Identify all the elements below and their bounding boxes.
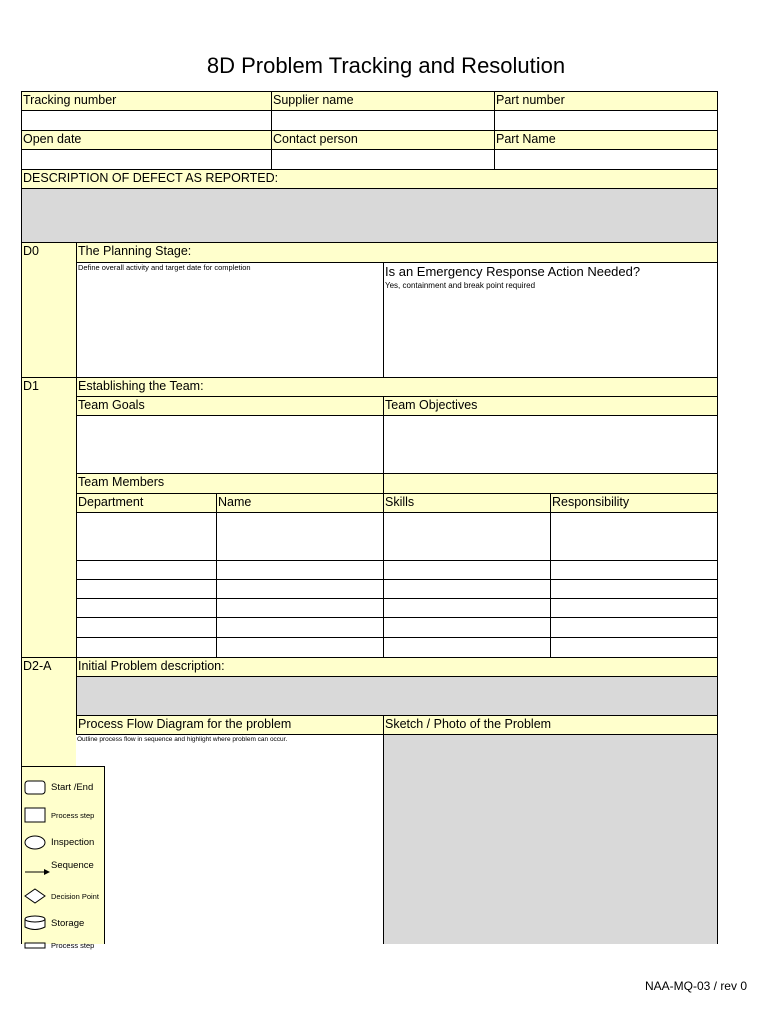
diamond-icon (24, 888, 46, 904)
rectangle-icon (24, 807, 46, 823)
team-member-cell[interactable] (550, 512, 718, 561)
bar-icon (24, 942, 46, 950)
team-objectives-label: Team Objectives (383, 396, 718, 416)
legend-label: Storage (51, 917, 85, 929)
team-member-cell[interactable] (383, 637, 551, 658)
team-goals-label: Team Goals (76, 396, 384, 416)
team-member-cell[interactable] (383, 598, 551, 618)
team-member-cell[interactable] (76, 579, 217, 599)
d1-code: D1 (21, 377, 77, 658)
team-member-cell[interactable] (383, 617, 551, 638)
team-member-cell[interactable] (383, 512, 551, 561)
d0-emergency-question: Is an Emergency Response Action Needed? (385, 264, 641, 279)
document-id: NAA-MQ-03 / rev 0 (644, 979, 747, 993)
team-members-spacer (383, 473, 718, 494)
team-member-cell[interactable] (383, 560, 551, 580)
tracking-number-label: Tracking number (21, 91, 272, 111)
d0-emergency-field[interactable] (383, 262, 718, 378)
team-member-cell[interactable] (383, 579, 551, 599)
team-member-cell[interactable] (76, 617, 217, 638)
legend-item (24, 780, 93, 795)
team-member-cell[interactable] (550, 617, 718, 638)
d2a-title: Initial Problem description: (76, 657, 718, 677)
supplier-name-field[interactable] (271, 110, 495, 131)
legend-label: Sequence (51, 859, 94, 871)
legend-label: Inspection (51, 837, 95, 848)
team-member-cell[interactable] (216, 617, 384, 638)
part-name-label: Part Name (494, 130, 718, 150)
team-member-cell[interactable] (76, 598, 217, 618)
team-member-cell[interactable] (216, 560, 384, 580)
legend-item (24, 807, 94, 823)
open-date-field[interactable] (21, 149, 272, 170)
rounded-rectangle-icon (24, 780, 46, 795)
contact-person-label: Contact person (271, 130, 495, 150)
legend-item (24, 860, 94, 876)
defect-description-field[interactable] (21, 188, 718, 243)
initial-problem-field[interactable] (76, 676, 718, 716)
legend-label: Start /End (51, 782, 94, 793)
d0-planning-hint: Define overall activity and target date for completion (78, 263, 251, 272)
process-flow-field[interactable] (76, 734, 384, 944)
open-date-label: Open date (21, 130, 272, 150)
legend-label: Decision Point (51, 891, 99, 901)
team-member-cell[interactable] (550, 560, 718, 580)
column-responsibility: Responsibility (550, 493, 718, 513)
page-title: 8D Problem Tracking and Resolution (206, 53, 566, 78)
team-member-cell[interactable] (550, 579, 718, 599)
d2a-code: D2-A (21, 657, 77, 767)
sketch-photo-field[interactable] (383, 734, 718, 944)
team-member-cell[interactable] (76, 560, 217, 580)
cylinder-icon (24, 915, 46, 931)
team-member-cell[interactable] (550, 598, 718, 618)
legend-item (24, 940, 94, 951)
ellipse-icon (24, 835, 46, 850)
team-member-cell[interactable] (76, 637, 217, 658)
d1-title: Establishing the Team: (76, 377, 718, 397)
column-skills: Skills (383, 493, 551, 513)
part-number-label: Part number (494, 91, 718, 111)
column-department: Department (76, 493, 217, 513)
team-member-cell[interactable] (216, 512, 384, 561)
team-members-label: Team Members (76, 473, 384, 494)
legend-item (24, 835, 94, 850)
d0-title: The Planning Stage: (76, 242, 718, 263)
team-member-cell[interactable] (216, 598, 384, 618)
flow-legend (21, 766, 105, 950)
d0-emergency-hint: Yes, containment and break point required (385, 281, 536, 290)
arrow-icon (24, 860, 50, 876)
defect-description-label: DESCRIPTION OF DEFECT AS REPORTED: (21, 169, 718, 189)
team-member-cell[interactable] (550, 637, 718, 658)
legend-label: Process step (51, 810, 95, 820)
part-number-field[interactable] (494, 110, 718, 131)
part-name-field[interactable] (494, 149, 718, 170)
legend-item (24, 915, 84, 931)
d0-code: D0 (21, 242, 77, 378)
legend-label: Process step (51, 941, 95, 950)
sketch-photo-label: Sketch / Photo of the Problem (383, 715, 718, 735)
column-name: Name (216, 493, 384, 513)
team-objectives-field[interactable] (383, 415, 718, 474)
team-goals-field[interactable] (76, 415, 384, 474)
process-flow-label: Process Flow Diagram for the problem (76, 715, 384, 735)
supplier-name-label: Supplier name (271, 91, 495, 111)
legend-item (24, 888, 99, 904)
process-flow-hint: Outline process flow in sequence and highlight where problem can occur. (77, 736, 288, 743)
tracking-number-field[interactable] (21, 110, 272, 131)
team-member-cell[interactable] (216, 579, 384, 599)
d0-planning-field[interactable] (76, 262, 384, 378)
team-member-cell[interactable] (216, 637, 384, 658)
team-member-cell[interactable] (76, 512, 217, 561)
contact-person-field[interactable] (271, 149, 495, 170)
